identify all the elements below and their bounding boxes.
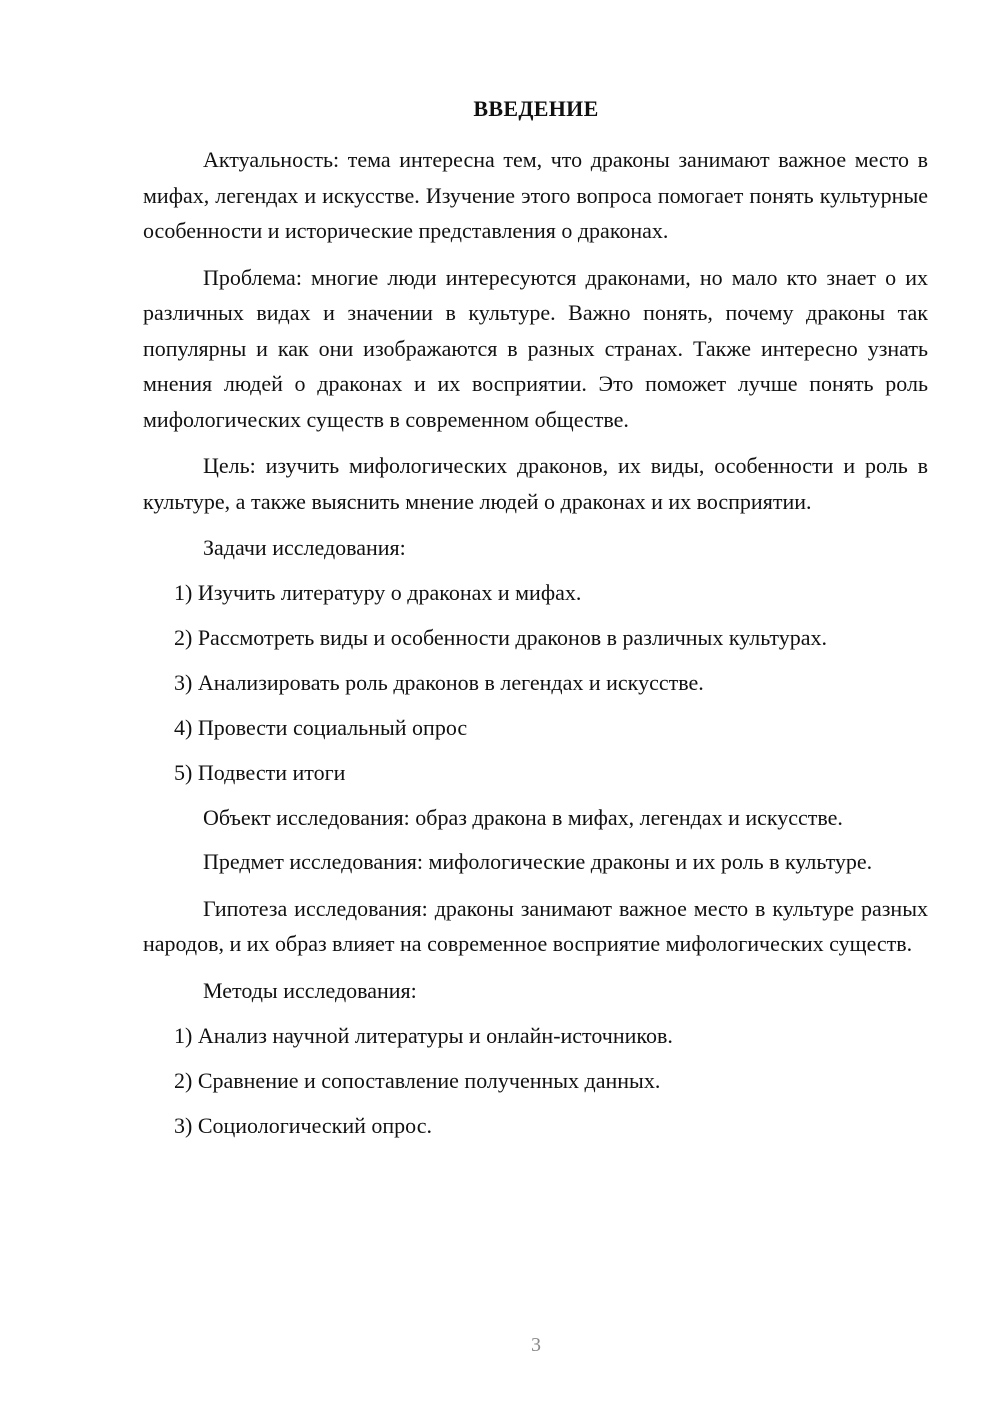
list-item-method-1: 1) Анализ научной литературы и онлайн-источников. <box>174 1022 673 1048</box>
list-item-task-1: 1) Изучить литературу о драконах и мифах. <box>174 580 582 605</box>
relevance-paragraph: Актуальность: тема интересна тем, что драконы занимают важное место в мифах, легендах и искусстве. Изучение этого вопроса помогает понять культурные особенности и исторические представления о драконах. <box>143 147 928 243</box>
list-item-task-4: 4) Провести социальный опрос <box>174 715 468 740</box>
section-title: ВВЕДЕНИЕ <box>473 96 599 121</box>
list-item-task-3: 3) Анализировать роль драконов в легендах и искусстве. <box>174 670 704 695</box>
goal-paragraph: Цель: изучить мифологических драконов, их виды, особенности и роль в культуре, а также выяснить мнение людей о драконах и их восприятии. <box>143 453 928 514</box>
list-item-task-2: 2) Рассмотреть виды и особенности драконов в различных культурах. <box>174 625 827 650</box>
page-number: 3 <box>531 1334 541 1356</box>
object-paragraph: Объект исследования: образ дракона в мифах, легендах и искусстве. <box>203 804 843 830</box>
subject-paragraph: Предмет исследования: мифологические драконы и их роль в культуре. <box>203 849 873 874</box>
problem-paragraph: Проблема: многие люди интересуются драконами, но мало кто знает о их различных видах и значении в культуре. Важно понять, почему драконы так популярны и как они изображаются в разных странах. Также интересно узнать мнения людей о драконах и их восприятии. Это поможет лучше понять роль мифологических существ в современном обществе. <box>143 264 928 432</box>
tasks-heading: Задачи исследования: <box>203 535 406 560</box>
body-content <box>143 142 928 1143</box>
list-item-method-3: 3) Социологический опрос. <box>174 1112 432 1138</box>
list-item-task-5: 5) Подвести итоги <box>174 760 346 785</box>
list-item-method-2: 2) Сравнение и сопоставление полученных данных. <box>174 1067 661 1093</box>
hypothesis-paragraph: Гипотеза исследования: драконы занимают важное место в культуре разных народов, и их образ влияет на современное восприятие мифологических существ. <box>143 895 928 956</box>
methods-heading: Методы исследования: <box>203 977 417 1003</box>
